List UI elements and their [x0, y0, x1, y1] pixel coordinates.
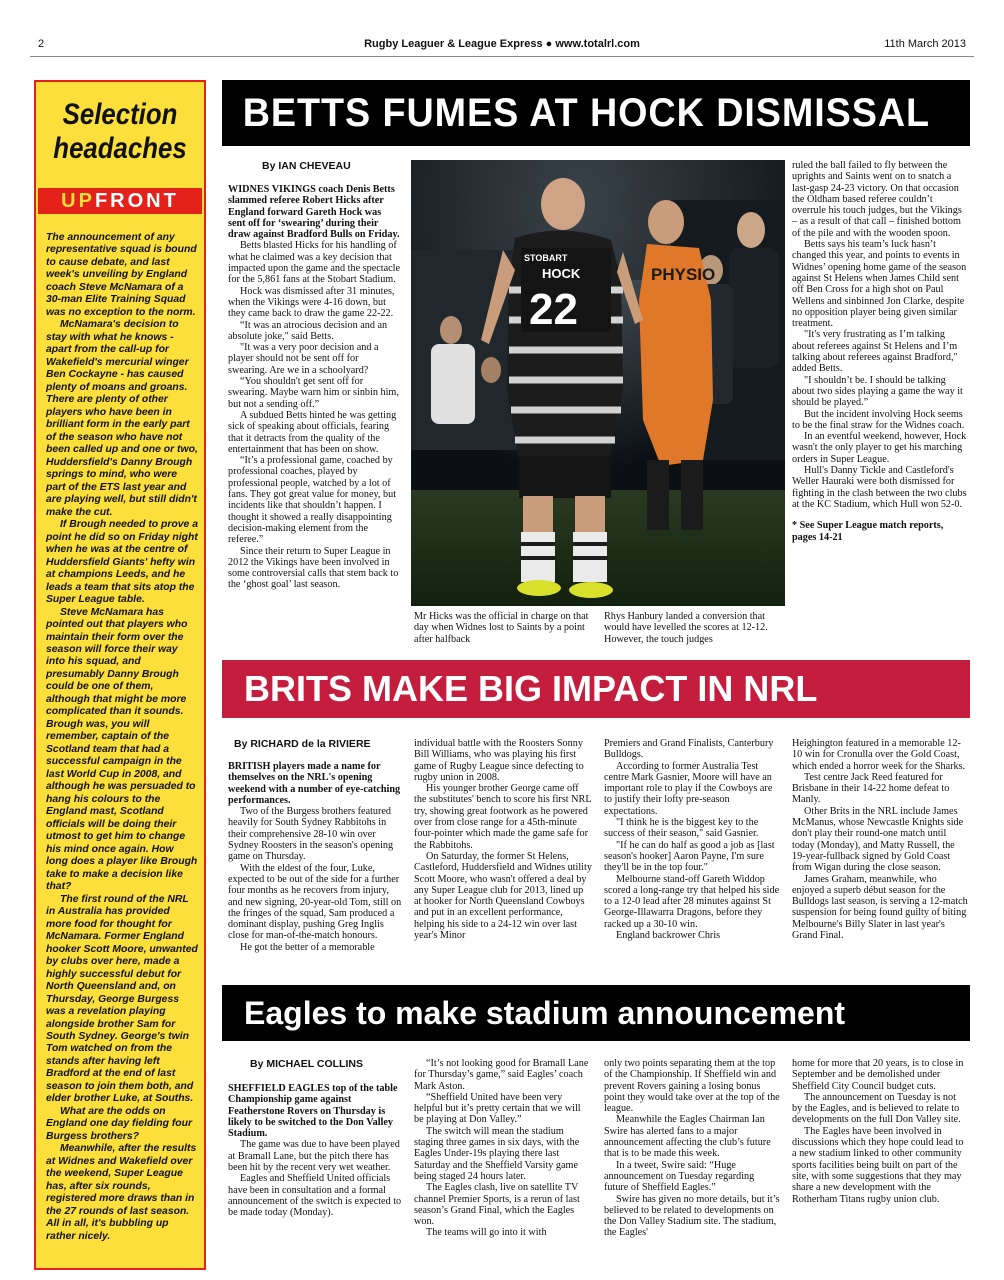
story2-paragraph: He got the better of a memorable — [240, 941, 375, 953]
story2-paragraph: individual battle with the Roosters Sonny Bill Williams, who was playing his first game of Rugby League since defecting to rugby union in 2008. — [414, 738, 584, 783]
story1-paragraph: "I shouldn’t be. I should be talking about two sides playing a game the way it should be played.” — [792, 374, 963, 409]
story3-paragraph: The Eagles clash, live on satellite TV channel Premier Sports, is a rerun of last season’s Grand Final, which the Eagles won. — [414, 1182, 580, 1228]
story2-paragraph: Other Brits in the NRL include James McManus, whose Newcastle Knights side don't play their round-one match until today (Monday), and Matty Russell, the 19-year-fullback signed by Gold Coast from Wigan during the close season. — [792, 805, 964, 874]
upfront-sidebar — [34, 80, 206, 1270]
sidebar-title-line1: Selection — [62, 98, 178, 131]
story2-paragraph: On Saturday, the former St Helens, Castleford, Huddersfield and Widnes utility Scott Moore, who wasn't offered a deal by any Super League club for 2013, lined up at hooker for North Queensland Cowboys and put in an excellent performance, helping his side to a 24-12 win over last year's Minor — [414, 850, 592, 942]
story2-paragraph: Heighington featured in a memorable 12-10 win for Cronulla over the Gold Coast, which ended a horror week for the Sharks. — [792, 738, 966, 772]
story1-photo — [411, 160, 785, 606]
story1-headline: BETTS FUMES AT HOCK DISMISSAL — [242, 91, 930, 135]
story1-paragraph: Since their return to Super League in 2012 the Vikings have been involved in some controversial calls that stem back to the ‘ghost goal’ last season. — [228, 545, 399, 591]
story2-col3 — [604, 738, 780, 941]
story1-paragraph: Hock was dismissed after 31 minutes, when the Vikings were 4-16 down, but they came back to draw the game 22-22. — [228, 285, 395, 320]
story3-headline-bar — [222, 985, 970, 1041]
story2-col4 — [792, 738, 968, 941]
story2-byline: By RICHARD de la RIVIERE — [234, 738, 371, 750]
story3-headline: Eagles to make stadium announcement — [244, 995, 846, 1031]
story2-paragraph: Melbourne stand-off Gareth Widdop scored a long-range try that helped his side to a 12-0 lead after 28 minutes against St George-Illawarra Dragons, before they racked up a 30-10 win. — [604, 873, 780, 930]
sidebar-paragraph: Steve McNamara has pointed out that players who maintain their form over the season will force their way into his squad, and presumably Danny Brough could be one of them, although that might be more complicated than it sounds. Brough was, you will remember, captain of the Scotland team that had a successful campaign in the last World Cup in 2008, and although he was persuaded to hang his colours to the England mast, Scotland officials will be doing their utmost to get him to change his mind once again. How long does a player like Brough take to make a decision like that? — [46, 606, 198, 893]
story1-paragraph: "It was a very poor decision and a player should not be sent off for swearing. Are we in a schoolyard? — [228, 342, 379, 376]
story3-paragraph: The announcement on Tuesday is not by the Eagles, and is believed to relate to developments on the full Don Valley site. — [792, 1091, 961, 1126]
story1-headline-bar — [222, 80, 970, 146]
story3-paragraph: In a tweet, Swire said: “Huge announcement on Tuesday regarding future of Sheffield Eagles.” — [604, 1159, 755, 1194]
sidebar-paragraph: Meanwhile, after the results at Widnes and Wakefield over the weekend, Super League has, after six rounds, registered more draws than in the 27 rounds of last season. All in all, it's bubbling up rather nicely. — [46, 1143, 197, 1242]
story2-paragraph: England backrower Chris — [616, 930, 721, 942]
story2-headline: BRITS MAKE BIG IMPACT IN NRL — [244, 668, 818, 709]
story1-intro: WIDNES VIKINGS coach Denis Betts slammed referee Robert Hicks after England forward Gareth Hock was sent off for ‘swearing’ during their draw against Bradford Bulls on Friday. — [228, 184, 400, 241]
sidebar-title-line2: headaches — [53, 132, 187, 165]
story3-col4 — [792, 1058, 968, 1205]
story2-paragraph: Two of the Burgess brothers featured heavily for South Sydney Rabbitohs in their comprehensive 28-10 win over Sydney Roosters in the season's opening game on Thursday. — [228, 806, 394, 863]
upfront-band — [38, 188, 202, 214]
header-rule — [30, 56, 974, 57]
story2-paragraph: "If he can do half as good a job as [last season's hooker] Aaron Payne, I'm sure they'll be in the top four." — [604, 839, 775, 874]
story3-intro: SHEFFIELD EAGLES top of the table Championship game against Featherstone Rovers on Thursday is likely to be switched to the Don Valley Stadium. — [228, 1083, 398, 1140]
story3-paragraph: Eagles and Sheffield United officials have been in consultation and a formal announcement of the switch is expected to be made today (Monday). — [228, 1173, 402, 1219]
story1-paragraph: ruled the ball failed to fly between the uprights and Saints went on to snatch a last-gasp 24-23 victory. On that occasion the Oldham based referee couldn’t overrule his touch judges, but the Vikings – as a result of that call – finished bottom of the pile and with the wooden spoon. — [792, 160, 962, 239]
story1-paragraph: A subdued Betts hinted he was getting sick of speaking about officials, fearing that it detracts from the quality of the entertainment that has been on show. — [228, 409, 397, 455]
sidebar-title — [48, 98, 192, 166]
story3-col1 — [228, 1083, 402, 1219]
story2-paragraph: Premiers and Grand Finalists, Canterbury Bulldogs. — [604, 738, 774, 761]
issue-date: 11th March 2013 — [884, 38, 966, 50]
story1-paragraph: “It’s a professional game, coached by professional coaches, played by professional people, watched by a lot of fans. They got great value for money, but incidents like that shouldn’t happen. I thought it showed a really disappointing decision-making element from the referee.” — [228, 455, 397, 546]
story2-intro: BRITISH players made a name for themselves on the NRL's opening weekend with a number of eye-catching performances. — [228, 761, 401, 806]
shirt-number: 22 — [529, 285, 578, 334]
story1-paragraph: Hull's Danny Tickle and Castleford's Weller Hauraki were both dismissed for fighting in the clash between the two clubs at the KC Stadium, which Hull won 52-0. — [792, 465, 967, 510]
story3-paragraph: Meanwhile the Eagles Chairman Ian Swire has alerted fans to a major announcement affecting the club’s future that is to be made this week. — [604, 1114, 771, 1160]
story2-headline-bar — [222, 660, 970, 718]
physio-label: PHYSIO — [651, 265, 716, 284]
story1-caption-col1: Mr Hicks was the official in charge on that day when Widnes lost to Saints by a point after halfback — [414, 611, 589, 645]
story1-col4 — [792, 160, 968, 543]
story2-paragraph: With the eldest of the four, Luke, expected to be out of the side for a further four months as he recovers from injury, and new signing, 20-year-old Tom, still on the fringes of the squad, Sam produced a dominant display, pushing Greg Inglis close for man-of-the-match honours. — [228, 862, 402, 942]
story1-paragraph: In an eventful weekend, however, Hock wasn't the only player to get his marching orders in Super League. — [792, 431, 967, 465]
story1-paragraph: Betts blasted Hicks for his handling of what he claimed was a key decision that impacted upon the game and the spectacle for the 5,861 fans at the Stobart Stadium. — [228, 240, 400, 286]
story3-byline: By MICHAEL COLLINS — [250, 1058, 363, 1070]
sidebar-paragraph: What are the odds on England one day fielding four Burgess brothers? — [46, 1105, 193, 1142]
band-up: UP — [61, 190, 95, 212]
story3-paragraph: Swire has given no more details, but it’s believed to be related to developments on the Don Valley Stadium site. The stadium, the Eagles' — [604, 1193, 780, 1239]
page-header — [30, 36, 974, 54]
story3-paragraph: only two points separating them at the top of the Championship. If Sheffield win and prevent Rovers gaining a losing bonus point they would take over at the top of the league. — [604, 1058, 780, 1115]
story3-paragraph: The Eagles have been involved in discussions which they hope could lead to a new stadium linked to other community sports facilities being built on part of the site, with some suggestions that they may share a new development with the Rotherham Titans rugby union club. — [792, 1125, 964, 1205]
story3-col2 — [414, 1058, 592, 1239]
story1-paragraph: “You shouldn't get sent off for swearing. Maybe warn him or sinbin him, but not a sending off.” — [228, 376, 399, 410]
story2-col1 — [228, 761, 402, 953]
story1-col1 — [228, 184, 400, 591]
story3-paragraph: “Sheffield United have been very helpful but it’s pretty certain that we will be playing at Don Valley.” — [414, 1091, 581, 1126]
band-front: FRONT — [94, 190, 179, 212]
sidebar-body — [46, 232, 198, 1243]
page-number: 2 — [38, 38, 45, 50]
story2-paragraph: According to former Australia Test centre Mark Gasnier, Moore will have an important role to play if the Cowboys are to justify their lofty pre-season expectations. — [604, 760, 773, 817]
story1-paragraph: But the incident involving Hock seems to be the final straw for the Widnes coach. — [792, 408, 965, 431]
story3-paragraph: The switch will mean the stadium staging three games in six days, with the Eagles Under-19s playing there last Saturday and the Sheffield Varsity game being staged 24 hours later. — [414, 1125, 580, 1182]
sidebar-paragraph: The announcement of any representative squad is bound to cause debate, and last week's unveiling by England coach Steve McNamara of a 30-man Elite Training Squad was no exception to the norm. — [46, 232, 197, 318]
match-reports-note: * See Super League match reports, pages 14-21 — [792, 520, 944, 543]
sponsor-label: STOBART — [524, 253, 568, 263]
story2-paragraph: Test centre Jack Reed featured for Brisbane in their 14-22 home defeat to Manly. — [792, 771, 950, 806]
story2-paragraph: "I think he is the biggest key to the success of their season," said Gasnier. — [604, 817, 759, 840]
story3-paragraph: The teams will go into it with — [426, 1227, 547, 1239]
story3-paragraph: “It’s not looking good for Bramall Lane for Thursday’s game,” said Eagles’ coach Mark Aston. — [414, 1058, 589, 1092]
story1-byline: By IAN CHEVEAU — [262, 160, 351, 172]
sidebar-paragraph: If Brough needed to prove a point he did so on Friday night when he was at the centre of Huddersfield Giants' hefty win at champions Leeds, and he leads a team that sits atop the Super League table. — [46, 519, 198, 606]
masthead: Rugby Leaguer & League Express ● www.totalrl.com — [364, 38, 640, 50]
sidebar-paragraph: The first round of the NRL in Australia has provided more food for thought for McNamara. Former England hooker Scott Moore, unwanted by clubs over here, made a highly successful debut for North Queensland and, on Thursday, George Burgess was a revelation playing alongside brother Sam for South Sydney. George's twin Tom watched on from the stands after having left Bradford at the end of last season to join them both, and elder brother Luke, at Souths. — [46, 893, 198, 1105]
shirt-name: HOCK — [542, 266, 581, 281]
story2-col2 — [414, 738, 592, 941]
sidebar-paragraph: McNamara's decision to stay with what he knows - apart from the call-up for Wakefield's mercurial winger Ben Cockayne - has caused plenty of moans and groans. There are plenty of other players who have been in brilliant form in the early part of the season who have not been called up and one or two, Huddersfield's Danny Brough springs to mind, who were part of the ETS last year and are playing well, but still didn't make the cut. — [46, 319, 198, 518]
story2-paragraph: James Graham, meanwhile, who enjoyed a superb début season for the Bulldogs last season, is serving a 12-match suspension for being found guilty of biting Melbourne's Billy Slater in last year's Grand Final. — [792, 873, 968, 942]
story1-paragraph: Betts says his team’s luck hasn’t changed this year, and points to events in Widnes’ opening home game of the season against St Helens when James Child sent off Ben Cross for a high shot on Paul Wellens and sinbinned Jon Clarke, despite no opposition player being given similar treatment. — [792, 239, 967, 330]
story1-paragraph: "It's very frustrating as I’m talking about referees against St Helens and I’m talking about referees against Bradford," added Betts. — [792, 329, 958, 375]
story3-paragraph: The game was due to have been played at Bramall Lane, but the pitch there has been hit by the recent very wet weather. — [228, 1139, 400, 1174]
story3-paragraph: home for more that 20 years, is to close in September and be demolished under Sheffield City Council budget cuts. — [792, 1058, 964, 1092]
photo-hock-walking-off — [411, 160, 785, 606]
story1-caption-col2: Rhys Hanbury landed a conversion that would have levelled the scores at 12-12. However, the touch judges — [604, 611, 768, 645]
story1-paragraph: “It was an atrocious decision and an absolute joke," said Betts. — [228, 319, 388, 342]
story2-paragraph: His younger brother George came off the substitutes' bench to score his first NRL try, showing great footwork as he powered over from close range for a 45th-minute four-pointer which made the game safe for the Rabbitohs. — [414, 783, 592, 851]
story3-col3 — [604, 1058, 780, 1239]
